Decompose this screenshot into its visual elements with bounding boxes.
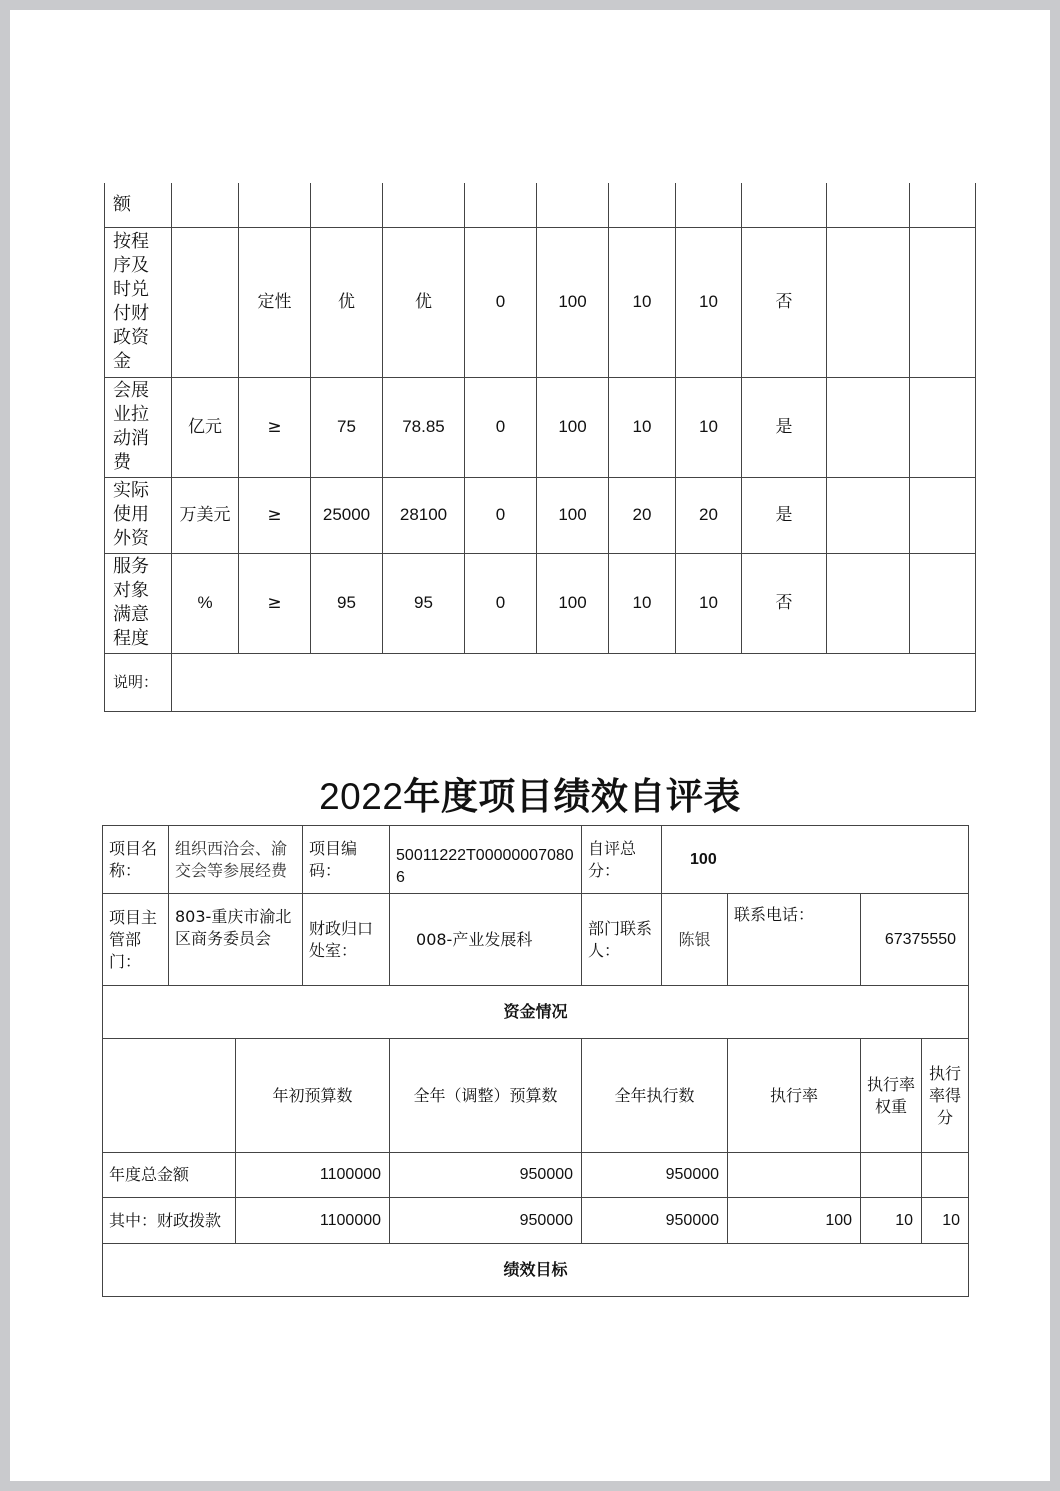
- target-cell: 25000: [311, 477, 383, 553]
- target-cell: 95: [311, 553, 383, 653]
- goals-section-title: 绩效目标: [103, 1244, 969, 1297]
- operator-cell: ≥: [239, 553, 311, 653]
- table-row: [105, 553, 976, 653]
- contact-label: 部门联系人：: [582, 894, 662, 986]
- department-label: 项目主管部门：: [103, 894, 169, 986]
- target-cell: 优: [311, 227, 383, 377]
- executed-amount: 950000: [582, 1198, 728, 1244]
- table-row: [105, 377, 976, 477]
- finance-office-label: 财政归口处室：: [303, 894, 390, 986]
- column-header: 全年（调整）预算数: [390, 1039, 582, 1153]
- cell: 0: [465, 377, 537, 477]
- initial-budget: 1100000: [236, 1153, 390, 1198]
- cell: 0: [465, 227, 537, 377]
- table-row: [103, 826, 969, 894]
- operator-cell: ≥: [239, 377, 311, 477]
- note-cell: [172, 653, 976, 711]
- table-row: [103, 1244, 969, 1297]
- indicator-label: 额: [105, 183, 172, 227]
- actual-cell: 优: [383, 227, 465, 377]
- project-name: 组织西洽会、渝交会等参展经费: [169, 826, 303, 894]
- table-row: [105, 477, 976, 553]
- table-row: [103, 1153, 969, 1198]
- department: 803-重庆市渝北区商务委员会: [169, 894, 303, 986]
- self-evaluation-table: [102, 825, 969, 1297]
- phone-number: 67375550: [861, 894, 969, 986]
- row-label: 其中：财政拨款: [103, 1198, 236, 1244]
- table-row: [103, 1039, 969, 1153]
- self-score: 100: [662, 826, 969, 894]
- rate-score: [922, 1153, 969, 1198]
- cell: 100: [537, 553, 609, 653]
- unit-cell: 亿元: [172, 377, 239, 477]
- project-code-label: 项目编码：: [303, 826, 390, 894]
- row-label: 年度总金额: [103, 1153, 236, 1198]
- title-text: 年度项目绩效自评表: [403, 775, 741, 818]
- page-title: [10, 766, 1050, 820]
- cell: 100: [537, 227, 609, 377]
- funds-header-blank: [103, 1039, 236, 1153]
- self-score-label: 自评总分：: [582, 826, 662, 894]
- actual-cell: 78.85: [383, 377, 465, 477]
- table-row: [103, 1198, 969, 1244]
- flag-cell: 否: [742, 227, 827, 377]
- score-cell: 20: [676, 477, 742, 553]
- contact-person: 陈银: [662, 894, 728, 986]
- actual-cell: 28100: [383, 477, 465, 553]
- finance-office: 008-产业发展科: [390, 894, 582, 986]
- weight-cell: 20: [609, 477, 676, 553]
- funds-section-title: 资金情况: [103, 986, 969, 1039]
- initial-budget: 1100000: [236, 1198, 390, 1244]
- actual-cell: 95: [383, 553, 465, 653]
- document-page: [10, 10, 1050, 1481]
- project-name-label: 项目名称：: [103, 826, 169, 894]
- column-header: 年初预算数: [236, 1039, 390, 1153]
- execution-rate: 100: [728, 1198, 861, 1244]
- executed-amount: 950000: [582, 1153, 728, 1198]
- title-year: 2022: [319, 776, 404, 817]
- indicator-label: 实际使用外资: [105, 477, 172, 553]
- table-row: [105, 227, 976, 377]
- table-row: [103, 894, 969, 986]
- column-header: 执行率得分: [922, 1039, 969, 1153]
- score-cell: 10: [676, 227, 742, 377]
- indicator-table: [104, 183, 976, 712]
- cell: 0: [465, 477, 537, 553]
- adjusted-budget: 950000: [390, 1153, 582, 1198]
- score-cell: 10: [676, 377, 742, 477]
- flag-cell: 是: [742, 377, 827, 477]
- indicator-label: 按程序及时兑付财政资金: [105, 227, 172, 377]
- rate-weight: [861, 1153, 922, 1198]
- unit-cell: 万美元: [172, 477, 239, 553]
- execution-rate: [728, 1153, 861, 1198]
- cell: 100: [537, 377, 609, 477]
- flag-cell: 否: [742, 553, 827, 653]
- unit-cell: [172, 227, 239, 377]
- flag-cell: 是: [742, 477, 827, 553]
- table-row: [105, 653, 976, 711]
- column-header: 执行率: [728, 1039, 861, 1153]
- column-header: 执行率权重: [861, 1039, 922, 1153]
- phone-label: 联系电话：: [728, 894, 861, 986]
- indicator-label: 会展业拉动消费: [105, 377, 172, 477]
- weight-cell: 10: [609, 553, 676, 653]
- project-code: 50011222T000000070806: [390, 826, 582, 894]
- weight-cell: 10: [609, 227, 676, 377]
- cell: 100: [537, 477, 609, 553]
- operator-cell: ≥: [239, 477, 311, 553]
- weight-cell: 10: [609, 377, 676, 477]
- note-label: 说明：: [105, 653, 172, 711]
- operator-cell: 定性: [239, 227, 311, 377]
- indicator-label: 服务对象满意程度: [105, 553, 172, 653]
- table-row: [103, 986, 969, 1039]
- unit-cell: %: [172, 553, 239, 653]
- column-header: 全年执行数: [582, 1039, 728, 1153]
- table-row: [105, 183, 976, 227]
- cell: 0: [465, 553, 537, 653]
- target-cell: 75: [311, 377, 383, 477]
- rate-weight: 10: [861, 1198, 922, 1244]
- rate-score: 10: [922, 1198, 969, 1244]
- adjusted-budget: 950000: [390, 1198, 582, 1244]
- score-cell: 10: [676, 553, 742, 653]
